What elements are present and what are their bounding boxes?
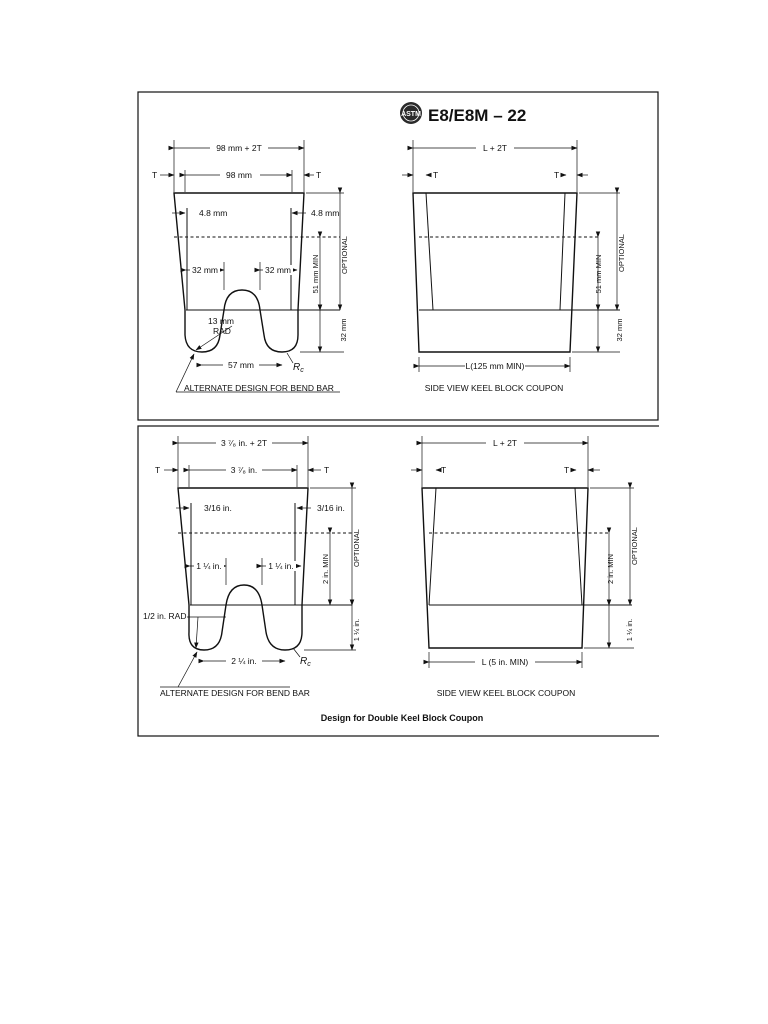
imperial-side-optional: OPTIONAL — [630, 527, 639, 565]
metric-t-right: T — [316, 170, 322, 180]
imperial-overall-width: 3 ⁷⁄₈ in. + 2T — [220, 438, 268, 448]
metric-side-outline — [413, 193, 577, 352]
imperial-min-height: 2 in. MIN — [321, 553, 330, 585]
imperial-side-t-right: T — [564, 465, 570, 475]
metric-right-wall: 4.8 mm — [311, 208, 340, 218]
imperial-left-leg: 1 ¼ in. — [196, 561, 222, 571]
metric-left-wall: 4.8 mm — [199, 208, 228, 218]
metric-side-width: L + 2T — [482, 143, 508, 153]
metric-inner-width: 98 mm — [226, 170, 252, 180]
imperial-side-length: L (5 in. MIN) — [481, 657, 529, 667]
imperial-side-min-height: 2 in. MIN — [606, 553, 615, 585]
metric-side-t-left: T — [433, 170, 439, 180]
logo-letters: ASTM — [401, 111, 421, 118]
imperial-side-base-height: 1 ¼ in. — [625, 618, 634, 642]
metric-side-min-height: 51 mm MIN — [594, 254, 603, 294]
metric-leg-spacing: 57 mm — [228, 360, 254, 370]
metric-left-leg: 32 mm — [192, 265, 218, 275]
astm-logo — [400, 102, 422, 124]
imperial-leg-spacing: 2 ¼ in. — [231, 656, 257, 666]
metric-radius: 13 mm — [208, 316, 234, 326]
imperial-alt-design: ALTERNATE DESIGN FOR BEND BAR — [160, 688, 310, 698]
metric-base-height: 32 mm — [339, 318, 348, 342]
imperial-rc: $R_c$ — [300, 656, 311, 668]
metric-side-base-height: 32 mm — [615, 318, 624, 342]
imperial-panel — [138, 420, 679, 750]
imperial-right-wall: 3/16 in. — [317, 503, 345, 513]
metric-side-length: L(125 mm MIN) — [465, 361, 525, 371]
imperial-base-height: 1 ¼ in. — [352, 618, 361, 642]
metric-side-view-label: SIDE VIEW KEEL BLOCK COUPON — [424, 383, 564, 393]
standard-title: E8/E8M – 22 — [428, 106, 527, 125]
metric-overall-width: 98 mm + 2T — [216, 143, 262, 153]
metric-t-left: T — [152, 170, 158, 180]
metric-min-height: 51 mm MIN — [311, 254, 320, 294]
imperial-left-wall: 3/16 in. — [204, 503, 232, 513]
imperial-side-outline — [422, 488, 588, 648]
metric-right-leg: 32 mm — [265, 265, 291, 275]
metric-panel-frame — [138, 92, 658, 420]
imperial-side-view-label: SIDE VIEW KEEL BLOCK COUPON — [436, 688, 576, 698]
imperial-right-leg: 1 ¼ in. — [268, 561, 294, 571]
figure-caption: Design for Double Keel Block Coupon — [320, 713, 484, 723]
metric-side-optional: OPTIONAL — [617, 234, 626, 272]
metric-panel — [138, 92, 658, 420]
imperial-inner-width: 3 ⁷⁄₈ in. — [230, 465, 258, 475]
imperial-optional: OPTIONAL — [352, 529, 361, 567]
imperial-side-width: L + 2T — [492, 438, 518, 448]
metric-optional: OPTIONAL — [340, 236, 349, 274]
metric-side-t-right: T — [554, 170, 560, 180]
metric-radius-word: RAD — [213, 326, 231, 336]
metric-alt-design: ALTERNATE DESIGN FOR BEND BAR — [184, 383, 334, 393]
imperial-side-t-left: T — [441, 465, 447, 475]
metric-rc: $R_c$ — [293, 362, 304, 374]
imperial-radius: 1/2 in. RAD — [143, 611, 187, 621]
imperial-t-right: T — [324, 465, 330, 475]
imperial-t-left: T — [155, 465, 161, 475]
